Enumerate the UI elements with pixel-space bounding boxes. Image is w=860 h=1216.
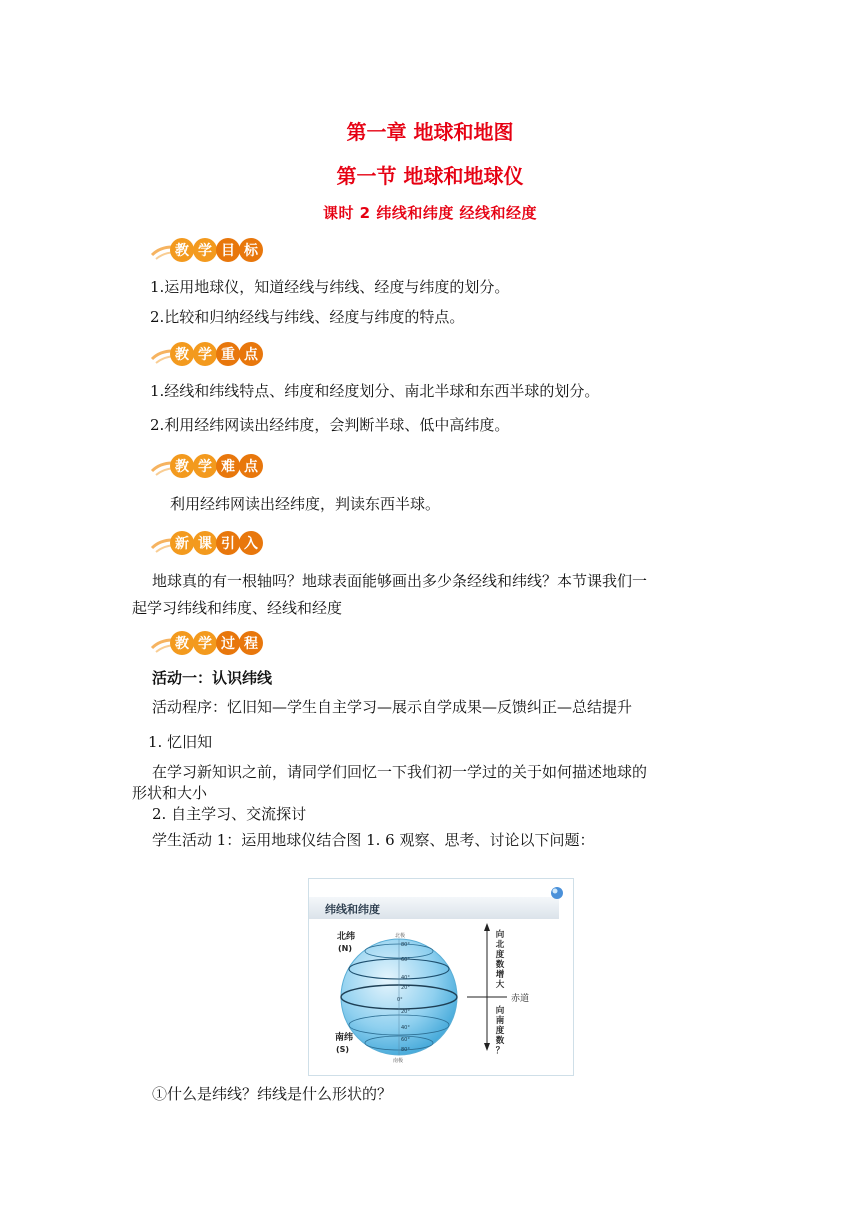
- down-text-char: 向: [495, 1006, 505, 1016]
- step-2-heading: 2. 自主学习、交流探讨: [152, 805, 307, 823]
- degree-label: 0°: [397, 997, 403, 1003]
- north-pole-label: 北极: [395, 933, 406, 939]
- up-text-char: 数: [495, 960, 505, 970]
- banner-teaching-process: [150, 628, 270, 658]
- banner-char: 点: [239, 454, 263, 478]
- banner-char: 程: [239, 631, 263, 655]
- step-1-heading: 1. 忆旧知: [148, 733, 213, 751]
- banner-char: 过: [216, 631, 240, 655]
- banner-char: 教: [170, 342, 194, 366]
- equator-label: 赤道: [511, 994, 530, 1004]
- south-pole-label: 南极: [393, 1058, 404, 1064]
- degree-label: 80°: [401, 942, 410, 948]
- degree-label: 20°: [401, 985, 410, 991]
- step-1-text-line-1: 在学习新知识之前，请同学们回忆一下我们初一学过的关于如何描述地球的: [152, 763, 648, 781]
- activity-procedure: 活动程序：忆旧知—学生自主学习—展示自学成果—反馈纠正—总结提升: [152, 698, 633, 716]
- objective-1: 1.运用地球仪，知道经线与纬线、经度与纬度的划分。: [150, 278, 510, 296]
- activity-title: 活动一：认识纬线: [152, 669, 273, 687]
- degree-label: 40°: [401, 1025, 410, 1031]
- banner-key-points: [150, 339, 270, 369]
- banner-char: 入: [239, 531, 263, 555]
- section-title: 第一节 地球和地球仪: [336, 164, 524, 188]
- globe-latitude-diagram: [309, 879, 573, 1075]
- up-text-char: 度: [495, 950, 505, 960]
- south-abbr-label: (S): [336, 1045, 350, 1054]
- banner-char: 点: [239, 342, 263, 366]
- degree-label: 80°: [401, 1047, 410, 1053]
- banner-char: 学: [193, 631, 217, 655]
- banner-char: 学: [193, 238, 217, 262]
- key-point-2: 2.利用经纬网读出经纬度，会判断半球、低中高纬度。: [150, 416, 510, 434]
- banner-char: 学: [193, 454, 217, 478]
- down-text-char: 南: [495, 1016, 505, 1026]
- figure-title: 纬线和纬度: [325, 903, 380, 916]
- banner-char: 学: [193, 342, 217, 366]
- banner-char: 教: [170, 454, 194, 478]
- banner-char: 教: [170, 631, 194, 655]
- step-1-text-line-2: 形状和大小: [132, 784, 208, 802]
- latitude-figure: [308, 878, 574, 1076]
- banner-char: 难: [216, 454, 240, 478]
- lesson-title: 课时 2 纬线和纬度 经线和经度: [322, 204, 538, 222]
- banner-char: 教: [170, 238, 194, 262]
- intro-line-1: 地球真的有一根轴吗？地球表面能够画出多少条经线和纬线？本节课我们一: [152, 572, 648, 590]
- degree-label: 40°: [401, 975, 410, 981]
- student-activity: 学生活动 1：运用地球仪结合图 1. 6 观察、思考、讨论以下问题：: [152, 831, 595, 849]
- up-text-char: 向: [495, 930, 505, 940]
- degree-label: 60°: [401, 1037, 410, 1043]
- banner-char: 课: [193, 531, 217, 555]
- chapter-title: 第一章 地球和地图: [346, 120, 514, 144]
- banner-char: 目: [216, 238, 240, 262]
- north-abbr-label: (N): [338, 944, 353, 953]
- intro-line-2: 起学习纬线和纬度、经线和经度: [132, 599, 343, 617]
- down-text-char: 数: [495, 1036, 505, 1046]
- banner-difficulties: [150, 451, 270, 481]
- objective-2: 2.比较和归纳经线与纬线、经度与纬度的特点。: [150, 308, 465, 326]
- difficulty-text: 利用经纬网读出经纬度，判读东西半球。: [170, 495, 441, 513]
- degree-label: 60°: [401, 957, 410, 963]
- banner-new-lesson-intro: [150, 528, 270, 558]
- degree-label: 20°: [401, 1009, 410, 1015]
- key-point-1: 1.经线和纬线特点、纬度和经度划分、南北半球和东西半球的划分。: [150, 382, 600, 400]
- banner-teaching-objectives: [150, 235, 270, 265]
- up-text-char: 大: [495, 980, 505, 990]
- down-text-char: ？: [495, 1046, 505, 1056]
- globe-logo-icon: [551, 887, 563, 899]
- globe-logo-highlight: [553, 889, 558, 894]
- banner-char: 引: [216, 531, 240, 555]
- up-text-char: 北: [495, 940, 505, 950]
- up-text-char: 增: [495, 970, 505, 980]
- banner-char: 重: [216, 342, 240, 366]
- down-text-char: 度: [495, 1026, 505, 1036]
- banner-char: 新: [170, 531, 194, 555]
- south-latitude-label: 南纬: [335, 1033, 354, 1043]
- question-1: ①什么是纬线？纬线是什么形状的？: [152, 1085, 393, 1103]
- banner-char: 标: [239, 238, 263, 262]
- north-latitude-label: 北纬: [337, 932, 356, 942]
